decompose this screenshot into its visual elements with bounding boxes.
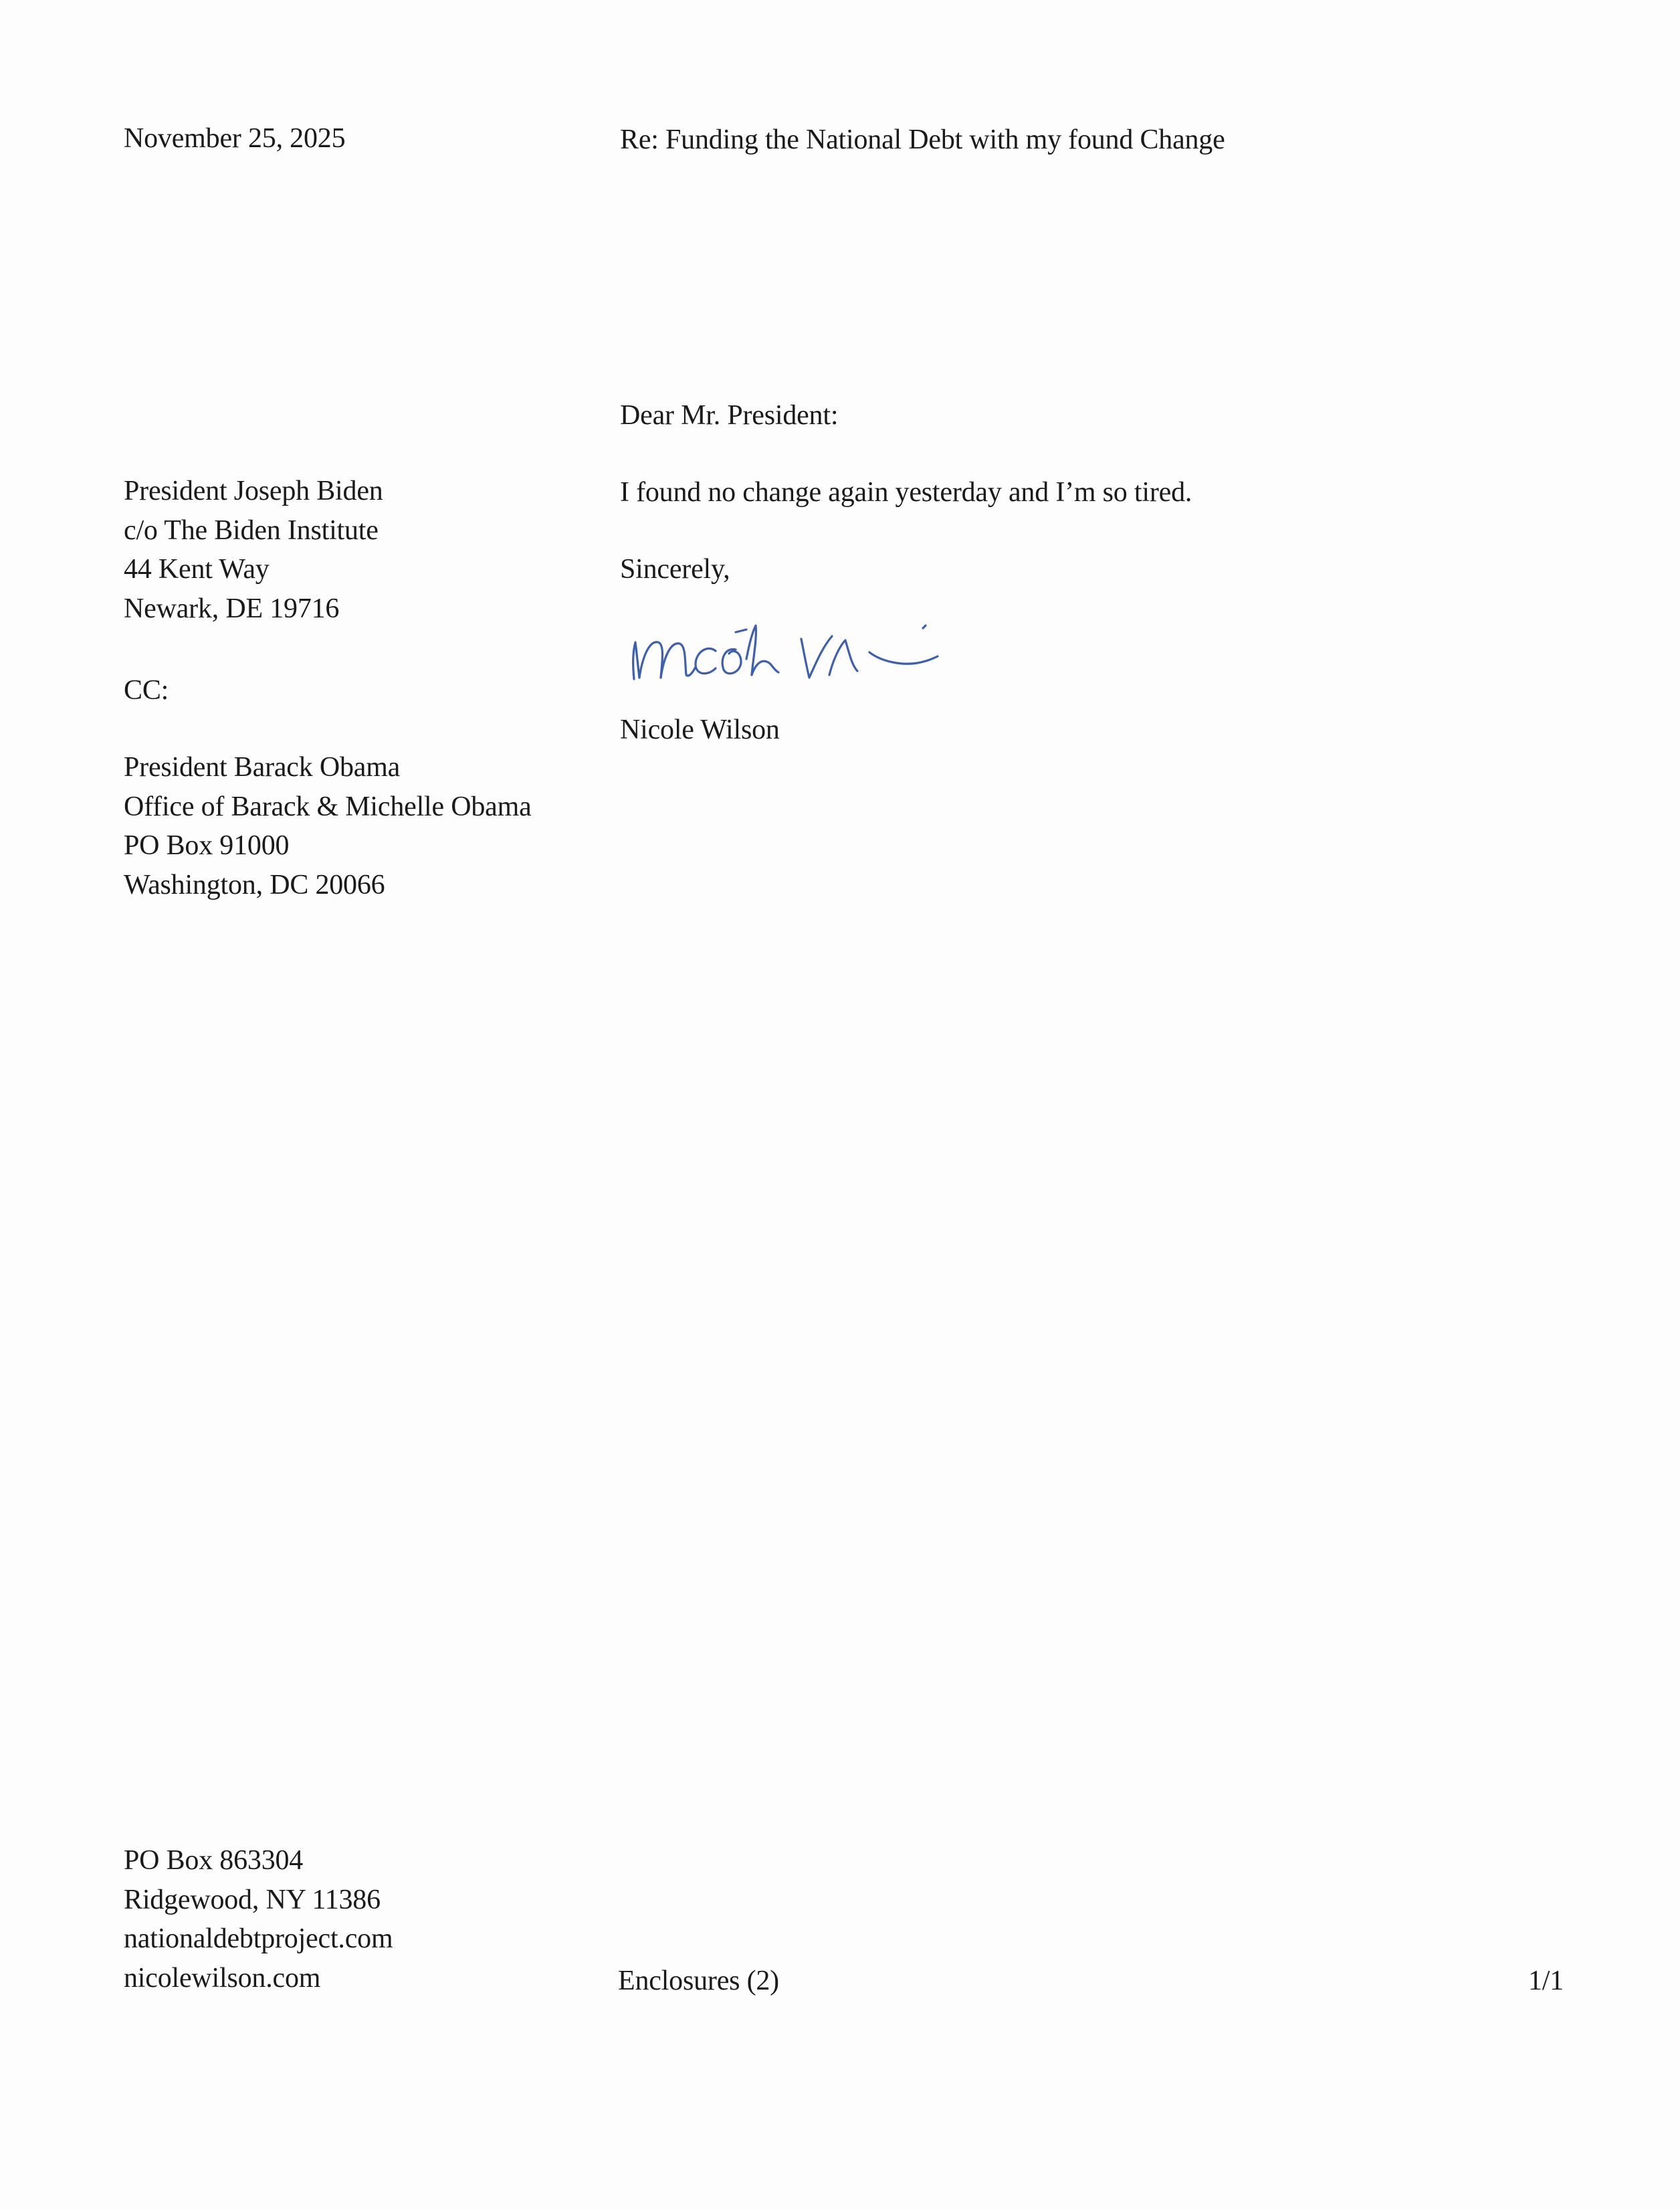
cc-line: PO Box 91000 <box>124 830 290 861</box>
sender-line: nicolewilson.com <box>124 1962 321 1994</box>
recipient-address <box>124 472 383 628</box>
cc-label: CC: <box>124 675 169 706</box>
signature-name: Nicole Wilson <box>620 714 780 745</box>
sender-line: PO Box 863304 <box>124 1845 304 1876</box>
cc-line: Washington, DC 20066 <box>124 869 385 900</box>
sender-line: Ridgewood, NY 11386 <box>124 1884 381 1915</box>
cc-line: Office of Barack & Michelle Obama <box>124 791 532 822</box>
recipient-line: c/o The Biden Institute <box>124 514 379 546</box>
recipient-line: Newark, DE 19716 <box>124 593 340 624</box>
recipient-line: 44 Kent Way <box>124 554 270 585</box>
cc-line: President Barack Obama <box>124 752 401 783</box>
salutation: Dear Mr. President: <box>620 400 839 431</box>
body-message: I found no change again yesterday and I’m so tired. <box>620 477 1192 508</box>
letter-subject: Re: Funding the National Debt with my found Change <box>620 124 1225 155</box>
enclosures-note: Enclosures (2) <box>618 1965 779 1996</box>
sender-address <box>124 1841 393 1998</box>
sender-line: nationaldebtproject.com <box>124 1923 393 1954</box>
handwritten-signature <box>629 605 943 692</box>
recipient-line: President Joseph Biden <box>124 476 383 506</box>
cc-address <box>124 748 532 904</box>
letter-date: November 25, 2025 <box>124 123 346 154</box>
page-number: 1/1 <box>1528 1965 1564 1996</box>
closing: Sincerely, <box>620 554 730 585</box>
